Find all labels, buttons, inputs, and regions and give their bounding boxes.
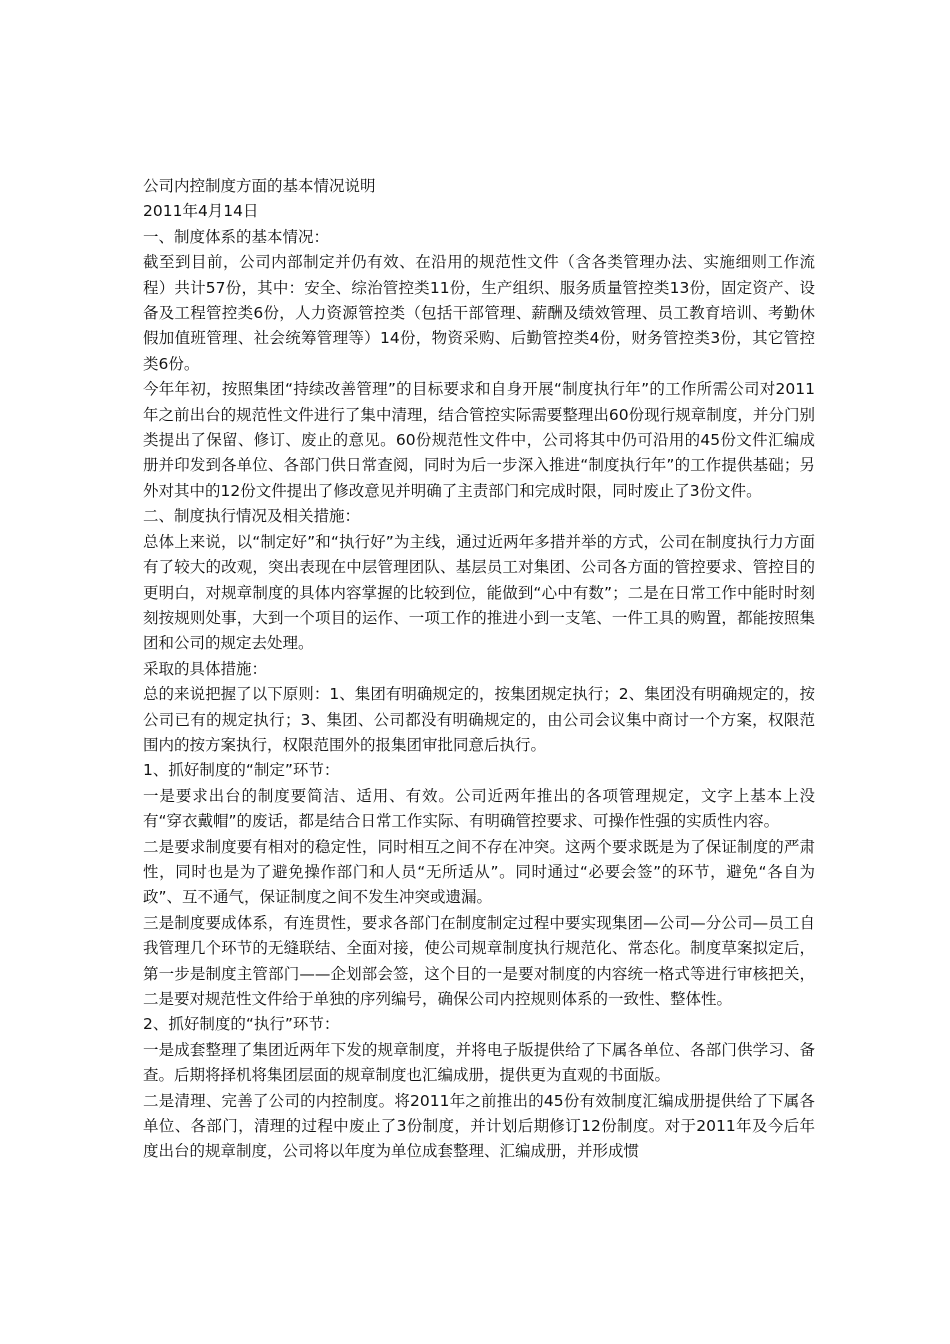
- paragraph: 二是要求制度要有相对的稳定性，同时相互之间不存在冲突。这两个要求既是为了保证制度的严肃性，同时也是为了避免操作部门和人员“无所适从”。同时通过“必要会签”的环节，避免“各自为政”、互不通气，保证制度之间不发生冲突或遗漏。: [143, 837, 815, 907]
- paragraph: 二是清理、完善了公司的内控制度。将2011年之前推出的45份有效制度汇编成册提供给了下属各单位、各部门，清理的过程中废止了3份制度，并计划后期修订12份制度。对于2011年及今后年度出台的规章制度，公司将以年度为单位成套整理、汇编成册，并形成惯: [143, 1091, 815, 1161]
- section-heading-1: 一、制度体系的基本情况：: [143, 227, 330, 246]
- paragraph: 今年年初，按照集团“持续改善管理”的目标要求和自身开展“制度执行年”的工作所需公司对2011年之前出台的规范性文件进行了集中清理，结合管控实际需要整理出60份现行规章制度，并分门别类提出了保留、修订、废止的意见。60份规范性文件中，公司将其中仍可沿用的45份文件汇编成册并印发到各单位、各部门供日常查阅，同时为后一步深入推进“制度执行年”的工作提供基础；另外对其中的12份文件提出了修改意见并明确了主责部门和完成时限，同时废止了3份文件。: [143, 380, 815, 500]
- subheading-measures: 采取的具体措施：: [143, 659, 268, 678]
- section-heading-2: 二、制度执行情况及相关措施：: [143, 507, 361, 526]
- paragraph: 三是制度要成体系，有连贯性，要求各部门在制度制定过程中要实现集团—公司—分公司—员工自我管理几个环节的无缝联结、全面对接，使公司规章制度执行规范化、常态化。制度草案拟定后，第一步是制度主管部门——企划部会签，这个目的一是要对制度的内容统一格式等进行审核把关，二是要对规范性文件给于单独的序列编号，确保公司内控规则体系的一致性、整体性。: [143, 913, 815, 1008]
- document-body: [143, 174, 815, 1165]
- paragraph: 一是要求出台的制度要简洁、适用、有效。公司近两年推出的各项管理规定，文字上基本上没有“穿衣戴帽”的废话，都是结合日常工作实际、有明确管控要求、可操作性强的实质性内容。: [143, 786, 815, 831]
- subheading-execution: 2、抓好制度的“执行”环节：: [143, 1015, 340, 1034]
- paragraph: 总体上来说，以“制定好”和“执行好”为主线，通过近两年多措并举的方式，公司在制度执行力方面有了较大的改观，突出表现在中层管理团队、基层员工对集团、公司各方面的管控要求、管控目的更明白，对规章制度的具体内容掌握的比较到位，能做到“心中有数”；二是在日常工作中能时时刻刻按规则处事，大到一个项目的运作、一项工作的推进小到一支笔、一件工具的购置，都能按照集团和公司的规定去处理。: [143, 532, 815, 653]
- subheading-formulation: 1、抓好制度的“制定”环节：: [143, 761, 340, 780]
- paragraph: 截至到目前，公司内部制定并仍有效、在沿用的规范性文件（含各类管理办法、实施细则工作流程）共计57份，其中：安全、综治管控类11份，生产组织、服务质量管控类13份，固定资产、设备及工程管控类6份，人力资源管控类（包括干部管理、薪酬及绩效管理、员工教育培训、考勤休假加值班管理、社会统筹管理等）14份，物资采购、后勤管控类4份，财务管控类3份，其它管控类6份。: [143, 253, 815, 373]
- document-date: 2011年4月14日: [143, 202, 259, 221]
- paragraph: 总的来说把握了以下原则：1、集团有明确规定的，按集团规定执行；2、集团没有明确规定的，按公司已有的规定执行；3、集团、公司都没有明确规定的，由公司会议集中商讨一个方案，权限范围内的按方案执行，权限范围外的报集团审批同意后执行。: [143, 685, 815, 754]
- paragraph: 一是成套整理了集团近两年下发的规章制度，并将电子版提供给了下属各单位、各部门供学习、备查。后期将择机将集团层面的规章制度也汇编成册，提供更为直观的书面版。: [143, 1040, 815, 1085]
- document-title: 公司内控制度方面的基本情况说明: [143, 177, 376, 195]
